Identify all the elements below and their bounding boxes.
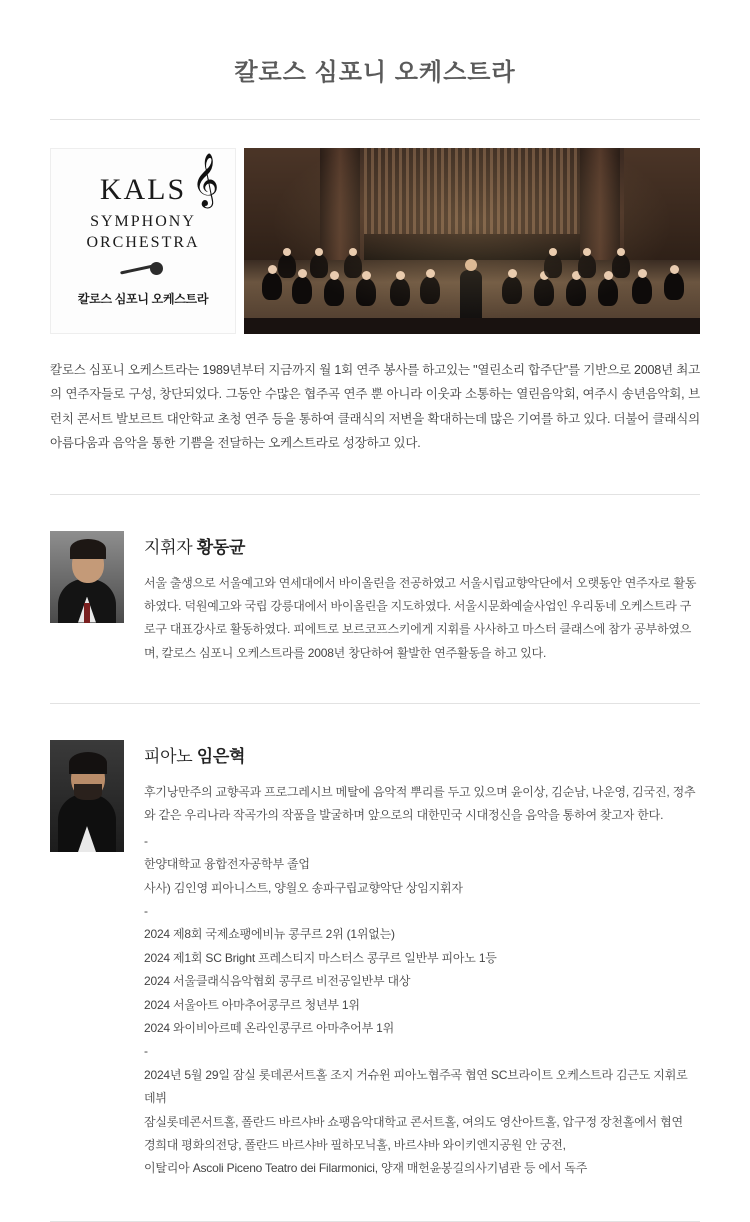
credit-line: 2024 서울클래식음악협회 콩쿠르 비전공일반부 대상: [144, 974, 411, 989]
photo-stage-lighting: [244, 148, 700, 334]
orchestra-photo: [244, 148, 700, 334]
intro-paragraph: 칼로스 심포니 오케스트라는 1989년부터 지금까지 월 1회 연주 봉사를 하고있는 "열린소리 합주단"를 기반으로 2008년 최고의 연주자들로 구성, 창단되었다. 그동안 수많은 협주곡 연주 뿐 아니라 이웃과 소통하는 열린음악회, 여주시 송년음악회, 브런치 콘서트 발보르트 대안학교 초청 연주 등을 통하여 클래식의 저변을 확대하는데 많은 기여를 하고 있다. 더불어 클래식의 아름다움과 음악을 통한 기쁨을 전달하는 오케스트라로 성장하고 있다.: [50, 363, 700, 451]
pianist-portrait: [50, 740, 124, 852]
logo-word-main: KAL: [99, 173, 168, 206]
page-title: 칼로스 심포니 오케스트라: [234, 59, 516, 86]
pianist-name-line: [144, 742, 700, 767]
pianist-description: 후기낭만주의 교향곡과 프로그레시브 메탈에 음악적 뿌리를 두고 있으며 윤이상, 김순남, 나운영, 김국진, 정추와 같은 우리나라 작곡가의 작품을 발굴하며 앞으로의 대한민국 시대정신을 음악을 통하여 찾고자 한다.: [144, 785, 696, 823]
credit-line: 잠실롯데콘서트홀, 폴란드 바르샤바 쇼팽음악대학교 콘서트홀, 여의도 영산아트홀, 압구정 장천홀에서 협연: [144, 1114, 683, 1129]
credit-line: 2024 제8회 국제쇼팽에비뉴 콩쿠르 2위 (1위없는): [144, 927, 395, 942]
pianist-section: [50, 740, 700, 1181]
portrait-hair: [69, 752, 107, 774]
title-divider: [50, 119, 700, 120]
portrait-tie: [84, 603, 90, 623]
logo-wordmark: [99, 154, 222, 206]
treble-clef-icon: 𝄞: [191, 154, 222, 205]
logo-line-orchestra: ORCHESTRA: [86, 234, 200, 251]
credit-line: 2024년 5월 29일 잠실 롯데콘서트홀 조지 거슈윈 피아노협주곡 협연 SC브라이트 오케스트라 김근도 지휘로 데뷔: [144, 1067, 691, 1106]
portrait-beard: [74, 784, 102, 800]
credit-line: 이탈리아 Ascoli Piceno Teatro dei Filarmonici, 양재 매헌윤봉길의사기념관 등 에서 독주: [144, 1161, 588, 1176]
credit-line: -: [144, 904, 148, 919]
portrait-glasses: [71, 772, 105, 781]
logo-line-symphony: SYMPHONY: [90, 213, 196, 230]
media-row: [50, 148, 700, 334]
section-divider-1: [50, 494, 700, 495]
orchestra-logo: [50, 148, 236, 334]
conductor-role-label: 지휘자: [144, 537, 197, 557]
credit-line: -: [144, 1044, 148, 1059]
conductor-description: 서울 출생으로 서울예고와 연세대에서 바이올린을 전공하였고 서울시립교향악단에서 오랫동안 연주자로 활동 하였다. 덕원예고와 국립 강릉대에서 바이올린을 지도하였다. 서울시문화예술사업인 우리동네 오케스트라 구로구 대표강사로 활동하였다. 피에트로 보르코프스키에게 지휘를 사사하고 마스터 클래스에 참가 공부하였으며, 칼로스 심포니 오케스트라를 2008년 창단하여 활발한 연주활동을 하고 있다.: [144, 575, 697, 660]
conductor-section: [50, 531, 700, 666]
pianist-name: 임은혁: [196, 747, 246, 767]
credit-line: 사사) 김인영 피아니스트, 양읠오 송파구립교향악단 상임지휘자: [144, 880, 463, 895]
credit-line: 한양대학교 융합전자공학부 졸업: [144, 857, 310, 872]
microphone-icon: [120, 262, 166, 278]
credit-line: 2024 서울아트 아마추어콩쿠르 청년부 1위: [144, 997, 360, 1012]
pianist-info: [144, 740, 700, 1181]
conductor-info: [144, 531, 700, 666]
credit-line: -: [144, 833, 148, 848]
conductor-portrait: [50, 531, 124, 623]
conductor-name-line: [144, 533, 700, 558]
credit-line: 2024 와이비아르떼 온라인콩쿠르 아마추어부 1위: [144, 1020, 394, 1035]
logo-word-main2: S: [167, 173, 187, 206]
section-divider-2: [50, 703, 700, 704]
conductor-name: 황동균: [196, 537, 246, 557]
portrait-hair: [70, 539, 106, 559]
pianist-role-label: 피아노: [144, 747, 197, 767]
credit-line: 경희대 평화의전당, 폴란드 바르샤바 필하모닉홀, 바르샤바 와이키엔지공원 안 궁전,: [144, 1137, 566, 1152]
logo-korean-name: 칼로스 심포니 오케스트라: [77, 292, 209, 306]
pianist-credits: [144, 830, 700, 1181]
credit-line: 2024 제1회 SC Bright 프레스티지 마스터스 콩쿠르 일반부 피아노 1등: [144, 950, 497, 965]
